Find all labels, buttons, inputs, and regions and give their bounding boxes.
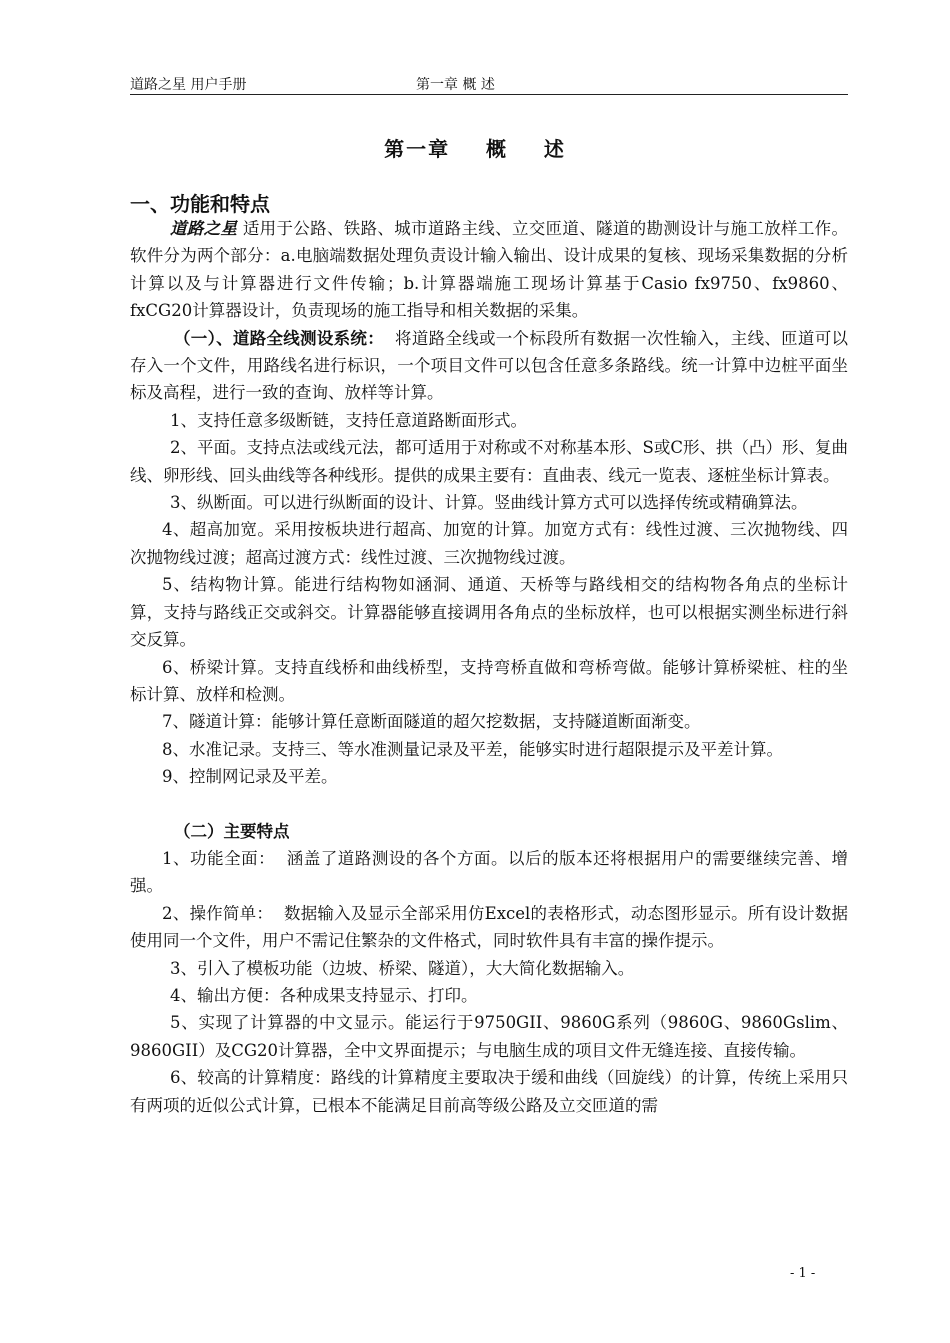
chapter-title-text: 第一章 概 述 [384, 137, 566, 161]
list-item: 1、功能全面： 涵盖了道路测设的各个方面。以后的版本还将根据用户的需要继续完善、增强。 [130, 848, 848, 896]
header-manual-title: 道路之星 用户手册 [130, 77, 247, 93]
list-item: 3、纵断面。可以进行纵断面的设计、计算。竖曲线计算方式可以选择传统或精确算法。 [170, 493, 808, 513]
list-item: 3、引入了模板功能（边坡、桥梁、隧道），大大简化数据输入。 [170, 958, 635, 978]
list-item: 4、超高加宽。采用按板块进行超高、加宽的计算。加宽方式有：线性过渡、三次抛物线、四次抛物线过渡；超高过渡方式：线性过渡、三次抛物线过渡。 [130, 520, 848, 567]
system-paragraph [130, 325, 848, 407]
list-item: 5、结构物计算。能进行结构物如涵洞、通道、天桥等与路线相交的结构物各角点的坐标计算，支持与路线正交或斜交。计算器能够直接调用各角点的坐标放样，也可以根据实测坐标进行斜交反算。 [130, 575, 848, 650]
spacer [130, 791, 848, 818]
intro-text: 适用于公路、铁路、城市道路主线、立交匝道、隧道的勘测设计与施工放样工作。软件分为两个部分：a.电脑端数据处理负责设计输入输出、设计成果的复核、现场采集数据的分析计算以及与计算器进行文件传输；b.计算器端施工现场计算基于Casio fx9750、fx9860、fxCG20计算器设计，负责现场的施工指导和相关数据的采集。 [130, 219, 849, 321]
list-item: 4、输出方便：各种成果支持显示、打印。 [170, 985, 478, 1005]
brand-name: 道路之星 [170, 219, 238, 238]
section-heading: 一、功能和特点 [130, 192, 270, 216]
chapter-title [0, 133, 950, 162]
document-body [130, 215, 848, 1119]
page-header [130, 72, 848, 95]
list-item: 5、实现了计算器的中文显示。能运行于9750GII、9860G系列（9860G、9860Gslim、9860GII）及CG20计算器，全中文界面提示；与电脑生成的项目文件无缝连接、直接传输。 [130, 1013, 848, 1060]
list-item: 6、桥梁计算。支持直线桥和曲线桥型，支持弯桥直做和弯桥弯做。能够计算桥梁桩、柱的坐标计算、放样和检测。 [130, 657, 848, 704]
list-item: 1、支持任意多级断链，支持任意道路断面形式。 [170, 410, 527, 430]
list-item: 6、较高的计算精度：路线的计算精度主要取决于缓和曲线（回旋线）的计算，传统上采用只有两项的近似公式计算，已根本不能满足目前高等级公路及立交匝道的需 [130, 1068, 848, 1115]
features-heading: （二）主要特点 [174, 821, 290, 841]
system-text: 将道路全线或一个标段所有数据一次性输入，主线、匝道可以存入一个文件，用路线名进行标识，一个项目文件可以包含任意多条路线。统一计算中边桩平面坐标及高程，进行一致的查询、放样等计算。 [130, 328, 848, 403]
intro-paragraph [130, 215, 848, 325]
header-chapter-title: 第一章 概 述 [416, 77, 495, 93]
list-item: 2、平面。支持点法或线元法，都可适用于对称或不对称基本形、S或C形、拱（凸）形、复曲线、卵形线、回头曲线等各种线形。提供的成果主要有：直曲表、线元一览表、逐桩坐标计算表。 [130, 438, 848, 485]
list-item: 9、控制网记录及平差。 [162, 767, 338, 787]
system-heading: （一）、道路全线测设系统： [174, 328, 384, 348]
list-item: 8、水准记录。支持三、等水准测量记录及平差，能够实时进行超限提示及平差计算。 [162, 739, 783, 759]
page-number: - 1 - [790, 1266, 816, 1281]
list-item: 7、隧道计算：能够计算任意断面隧道的超欠挖数据，支持隧道断面渐变。 [162, 712, 701, 732]
list-item: 2、操作简单： 数据输入及显示全部采用仿Excel的表格形式，动态图形显示。所有设计数据使用同一个文件，用户不需记住繁杂的文件格式，同时软件具有丰富的操作提示。 [130, 903, 848, 951]
